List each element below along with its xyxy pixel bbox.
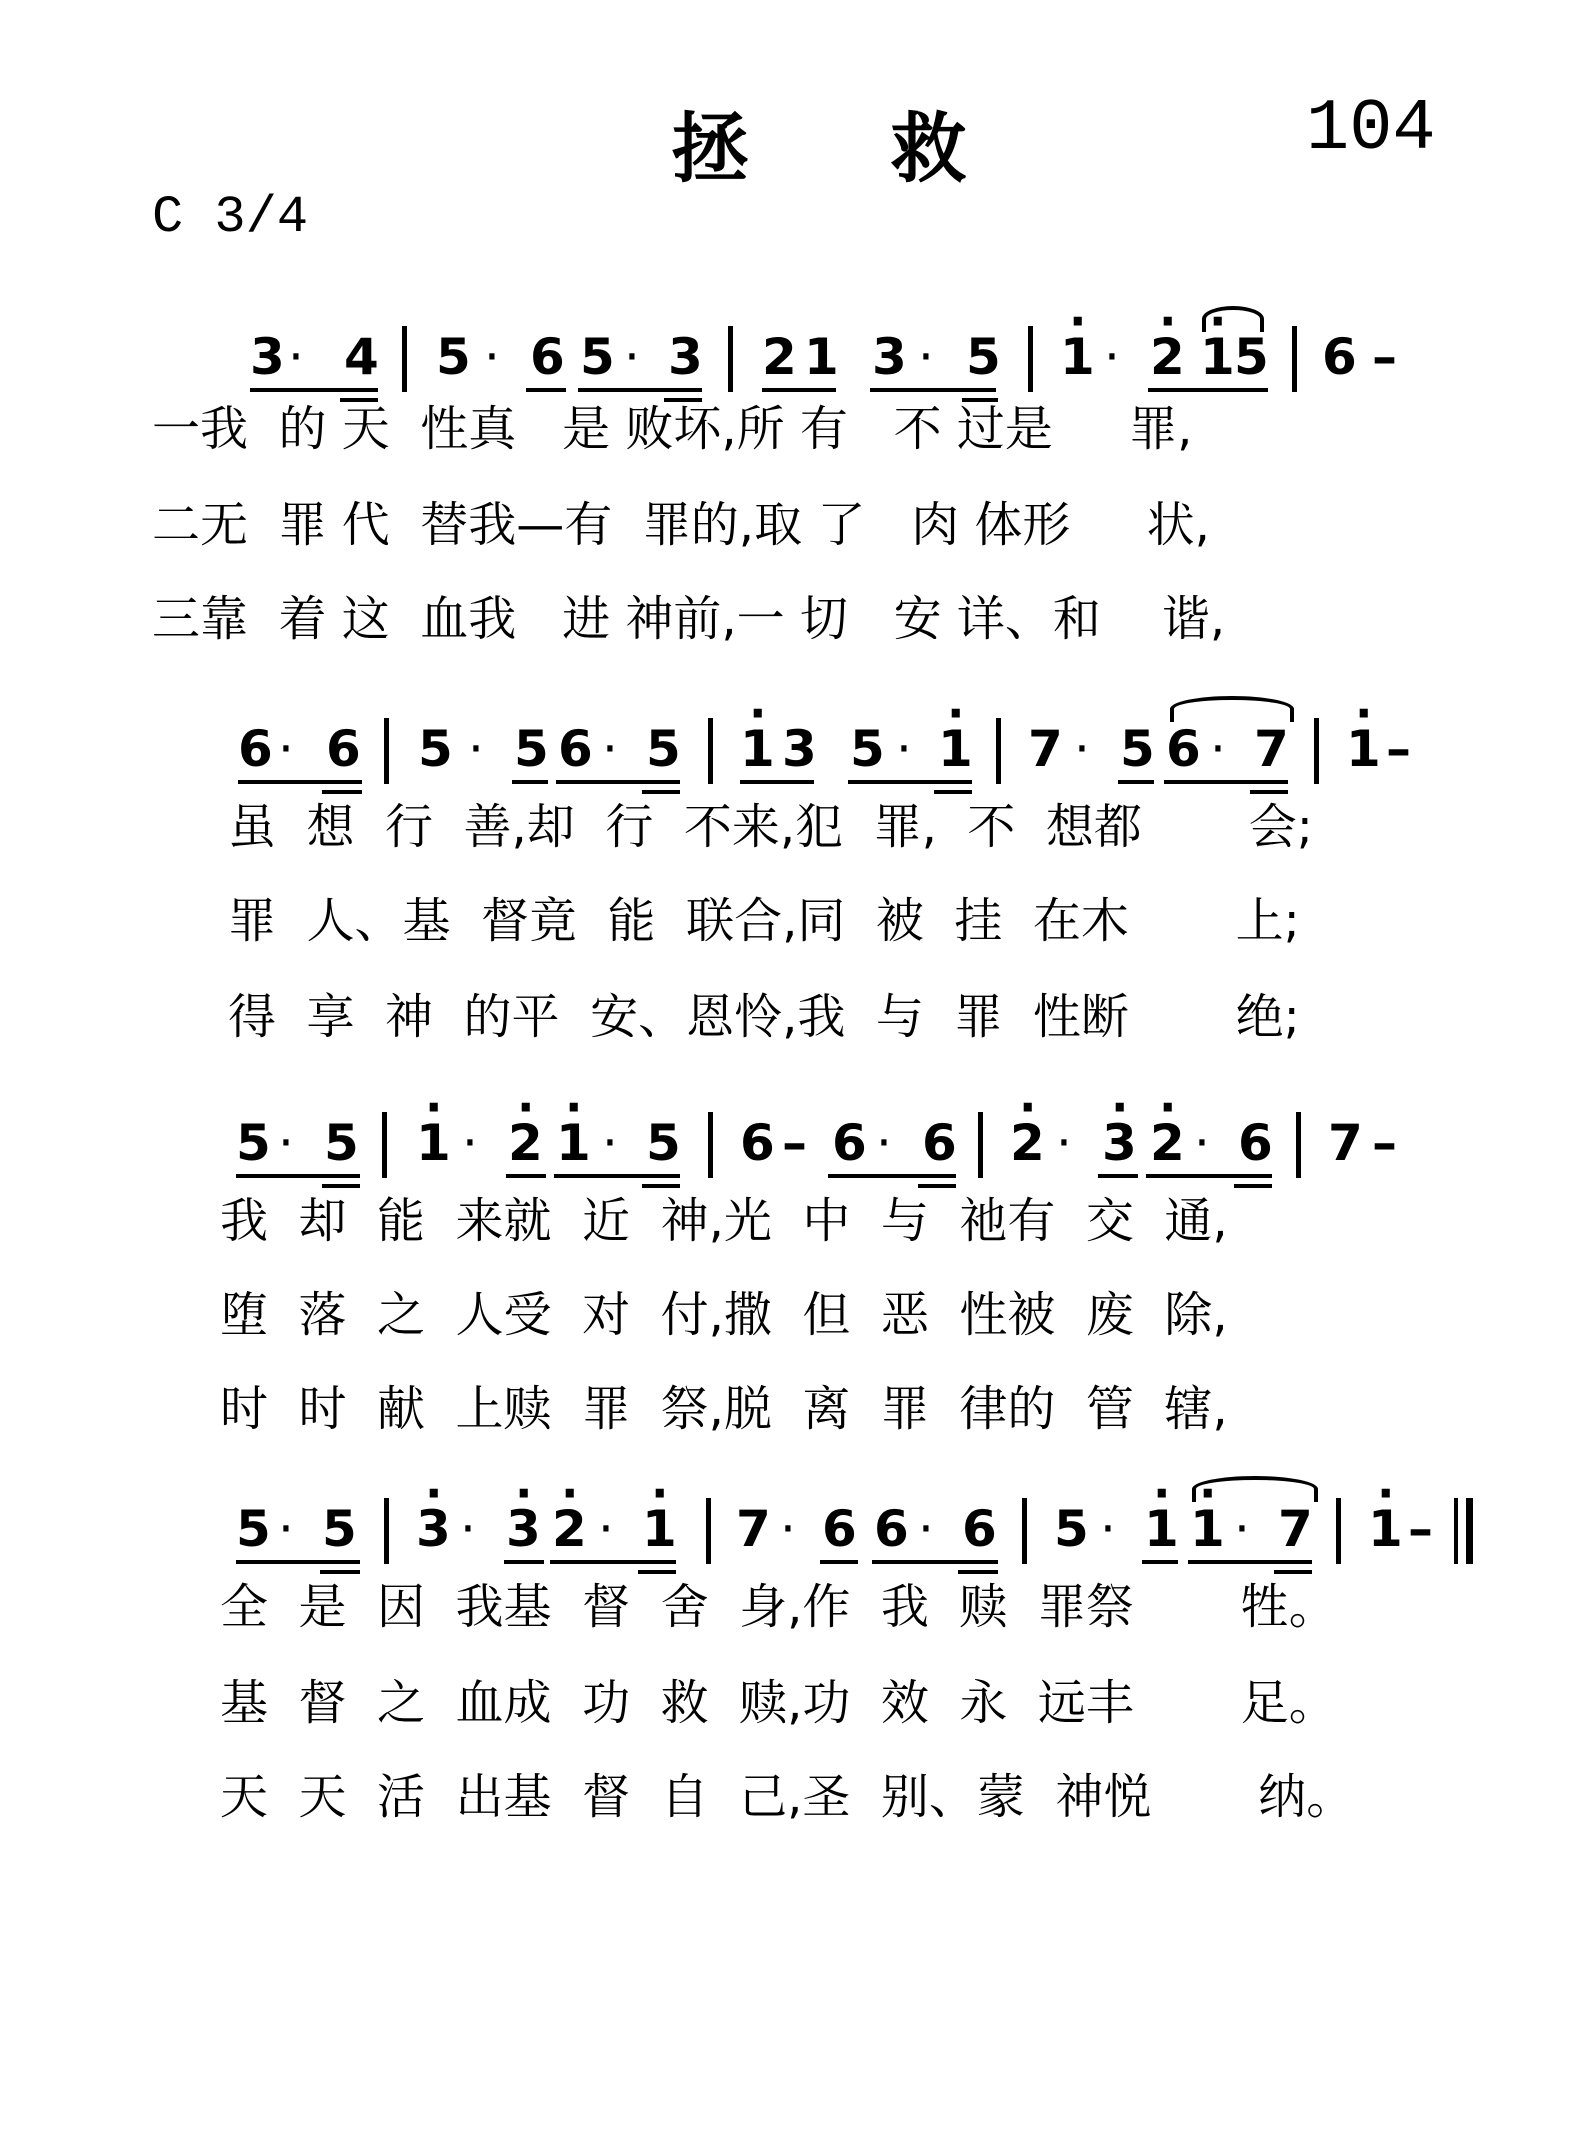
dot: · bbox=[602, 1114, 618, 1172]
underline bbox=[1234, 1184, 1272, 1188]
note: · 1 bbox=[416, 1114, 451, 1172]
barline bbox=[1292, 326, 1297, 392]
key-signature: C 3/4 bbox=[152, 188, 309, 247]
note: 3 bbox=[250, 328, 285, 386]
note: 6 bbox=[740, 1114, 775, 1172]
dot: · bbox=[876, 1114, 892, 1172]
barline bbox=[384, 718, 389, 784]
dot: · bbox=[1074, 720, 1090, 778]
note: · 2 bbox=[552, 1500, 587, 1558]
note: · 1 bbox=[1200, 328, 1235, 386]
hymn-number: 104 bbox=[1306, 88, 1436, 170]
note: 3 bbox=[872, 328, 907, 386]
underline bbox=[740, 780, 814, 784]
note: 6 bbox=[1322, 328, 1357, 386]
note: · 2 bbox=[508, 1114, 543, 1172]
note: · 3 bbox=[1102, 1114, 1137, 1172]
dot: · bbox=[918, 1500, 934, 1558]
barline bbox=[1028, 326, 1033, 392]
note: 6 bbox=[326, 720, 361, 778]
note: 5 bbox=[322, 1500, 357, 1558]
dot: · bbox=[1210, 720, 1226, 778]
notation-line-4 bbox=[222, 1490, 1432, 1580]
underline bbox=[872, 1560, 998, 1564]
note: 6 bbox=[874, 1500, 909, 1558]
underline bbox=[504, 1560, 544, 1564]
dot: · bbox=[598, 1500, 614, 1558]
lyric-verse-2: 罪 人、基 督竟 能 联合,同 被 挂 在木 上; bbox=[228, 893, 1300, 949]
dot: · bbox=[278, 720, 294, 778]
underline bbox=[1118, 780, 1154, 784]
note: · 1 bbox=[1346, 720, 1381, 778]
note: 5 bbox=[646, 1114, 681, 1172]
underline bbox=[848, 780, 972, 784]
note: · 1 bbox=[1368, 1500, 1403, 1558]
underline bbox=[1142, 1560, 1178, 1564]
underline bbox=[506, 1174, 546, 1178]
tie bbox=[1202, 306, 1264, 332]
dot: · bbox=[1234, 1500, 1250, 1558]
dash: – bbox=[1372, 1114, 1397, 1172]
note: · 1 bbox=[1060, 328, 1095, 386]
underline bbox=[236, 1174, 360, 1178]
note: 3 bbox=[668, 328, 703, 386]
dash: – bbox=[1386, 720, 1411, 778]
notation-line-3 bbox=[222, 1104, 1432, 1194]
dot: · bbox=[624, 328, 640, 386]
note: 6 bbox=[238, 720, 273, 778]
lyric-verse-2: 堕 落 之 人受 对 付,撒 但 恶 性被 废 除, bbox=[220, 1287, 1228, 1343]
note: 6 bbox=[822, 1500, 857, 1558]
note: 6 bbox=[530, 328, 565, 386]
note: 7 bbox=[1028, 720, 1063, 778]
note: 5 bbox=[580, 328, 615, 386]
dot: · bbox=[918, 328, 934, 386]
barline bbox=[1314, 718, 1319, 784]
barline bbox=[978, 1112, 983, 1178]
underline bbox=[550, 1560, 676, 1564]
barline bbox=[1022, 1498, 1027, 1564]
note: 7 bbox=[1328, 1114, 1363, 1172]
underline bbox=[828, 1174, 956, 1178]
note: 1 bbox=[804, 328, 839, 386]
dot: · bbox=[1100, 1500, 1116, 1558]
note: 5 bbox=[850, 720, 885, 778]
note: 7 bbox=[736, 1500, 771, 1558]
underline bbox=[236, 1560, 360, 1564]
note: · 1 bbox=[938, 720, 973, 778]
dash: – bbox=[782, 1114, 807, 1172]
barline bbox=[706, 1498, 711, 1564]
tie bbox=[1192, 1476, 1318, 1502]
note: 2 bbox=[762, 328, 797, 386]
lyric-verse-1: 我 却 能 来就 近 神,光 中 与 祂有 交 通, bbox=[220, 1193, 1228, 1249]
note: · 2 bbox=[1010, 1114, 1045, 1172]
lyric-verse-1: 虽 想 行 善,却 行 不来,犯 罪, 不 想都 会; bbox=[228, 799, 1313, 855]
note: 5 bbox=[646, 720, 681, 778]
note: · 1 bbox=[642, 1500, 677, 1558]
barline bbox=[728, 326, 733, 392]
underline bbox=[1098, 1174, 1138, 1178]
barline bbox=[708, 1112, 713, 1178]
underline bbox=[512, 780, 548, 784]
lyric-verse-3: 得 享 神 的平 安、恩怜,我 与 罪 性断 绝; bbox=[228, 989, 1300, 1045]
dot: · bbox=[1194, 1114, 1210, 1172]
lyric-verse-1: 一我 的 天 性真 是 败坏,所 有 不 过是 罪, bbox=[152, 401, 1193, 457]
underline bbox=[554, 1174, 680, 1178]
dot: · bbox=[460, 1500, 476, 1558]
lyric-verse-3: 三靠 着 这 血我 进 神前,一 切 安 详、和 谐, bbox=[152, 591, 1226, 647]
note: · 3 bbox=[416, 1500, 451, 1558]
barline bbox=[708, 718, 713, 784]
note: 5 bbox=[1234, 328, 1269, 386]
dot: · bbox=[602, 720, 618, 778]
underline bbox=[556, 780, 680, 784]
lyric-verse-2: 二无 罪 代 替我—有 罪的,取 了 肉 体形 状, bbox=[152, 497, 1210, 553]
dot: · bbox=[1056, 1114, 1072, 1172]
lyric-verse-1: 全 是 因 我基 督 舍 身,作 我 赎 罪祭 牲。 bbox=[220, 1579, 1337, 1635]
note: 3 bbox=[782, 720, 817, 778]
note: · 1 bbox=[1190, 1500, 1225, 1558]
barline bbox=[1296, 1112, 1301, 1178]
underline bbox=[820, 1560, 858, 1564]
barline bbox=[402, 326, 407, 392]
note: 5 bbox=[1120, 720, 1155, 778]
note: 5 bbox=[966, 328, 1001, 386]
lyric-verse-3: 天 天 活 出基 督 自 己,圣 别、蒙 神悦 纳。 bbox=[220, 1769, 1355, 1825]
note: 5 bbox=[1054, 1500, 1089, 1558]
note: · 1 bbox=[556, 1114, 591, 1172]
note: 4 bbox=[344, 328, 379, 386]
underline bbox=[1164, 780, 1288, 784]
barline bbox=[382, 1112, 387, 1178]
barline bbox=[996, 718, 1001, 784]
underline bbox=[238, 780, 362, 784]
final-barline-thick bbox=[1466, 1498, 1473, 1564]
dot: · bbox=[278, 1500, 294, 1558]
note: 5 bbox=[418, 720, 453, 778]
note: 6 bbox=[558, 720, 593, 778]
dot: · bbox=[896, 720, 912, 778]
dot: · bbox=[468, 720, 484, 778]
dot: · bbox=[288, 328, 304, 386]
barline bbox=[1336, 1498, 1341, 1564]
final-barline-thin bbox=[1454, 1498, 1458, 1564]
lyric-verse-3: 时 时 献 上赎 罪 祭,脱 离 罪 律的 管 辖, bbox=[220, 1381, 1228, 1437]
note: · 2 bbox=[1150, 328, 1185, 386]
hymn-title: 拯 救 bbox=[672, 104, 1025, 193]
note: · 1 bbox=[740, 720, 775, 778]
note: 6 bbox=[922, 1114, 957, 1172]
note: 6 bbox=[1166, 720, 1201, 778]
note: 7 bbox=[1278, 1500, 1313, 1558]
note: 5 bbox=[436, 328, 471, 386]
dot: · bbox=[484, 328, 500, 386]
dash: – bbox=[1372, 328, 1397, 386]
note: · 2 bbox=[1150, 1114, 1185, 1172]
note: 6 bbox=[832, 1114, 867, 1172]
note: 5 bbox=[324, 1114, 359, 1172]
note: 7 bbox=[1254, 720, 1289, 778]
note: · 1 bbox=[1144, 1500, 1179, 1558]
barline bbox=[384, 1498, 389, 1564]
note: · 3 bbox=[506, 1500, 541, 1558]
note: 5 bbox=[236, 1500, 271, 1558]
tie bbox=[1170, 696, 1294, 722]
dot: · bbox=[462, 1114, 478, 1172]
dot: · bbox=[1104, 328, 1120, 386]
note: 6 bbox=[962, 1500, 997, 1558]
underline bbox=[1146, 1174, 1272, 1178]
lyric-verse-2: 基 督 之 血成 功 救 赎,功 效 永 远丰 足。 bbox=[220, 1675, 1337, 1731]
dot: · bbox=[278, 1114, 294, 1172]
dot: · bbox=[780, 1500, 796, 1558]
note: 5 bbox=[514, 720, 549, 778]
notation-line-2 bbox=[222, 710, 1432, 800]
note: 5 bbox=[236, 1114, 271, 1172]
underline bbox=[1188, 1560, 1312, 1564]
dash: – bbox=[1408, 1500, 1433, 1558]
note: 6 bbox=[1238, 1114, 1273, 1172]
